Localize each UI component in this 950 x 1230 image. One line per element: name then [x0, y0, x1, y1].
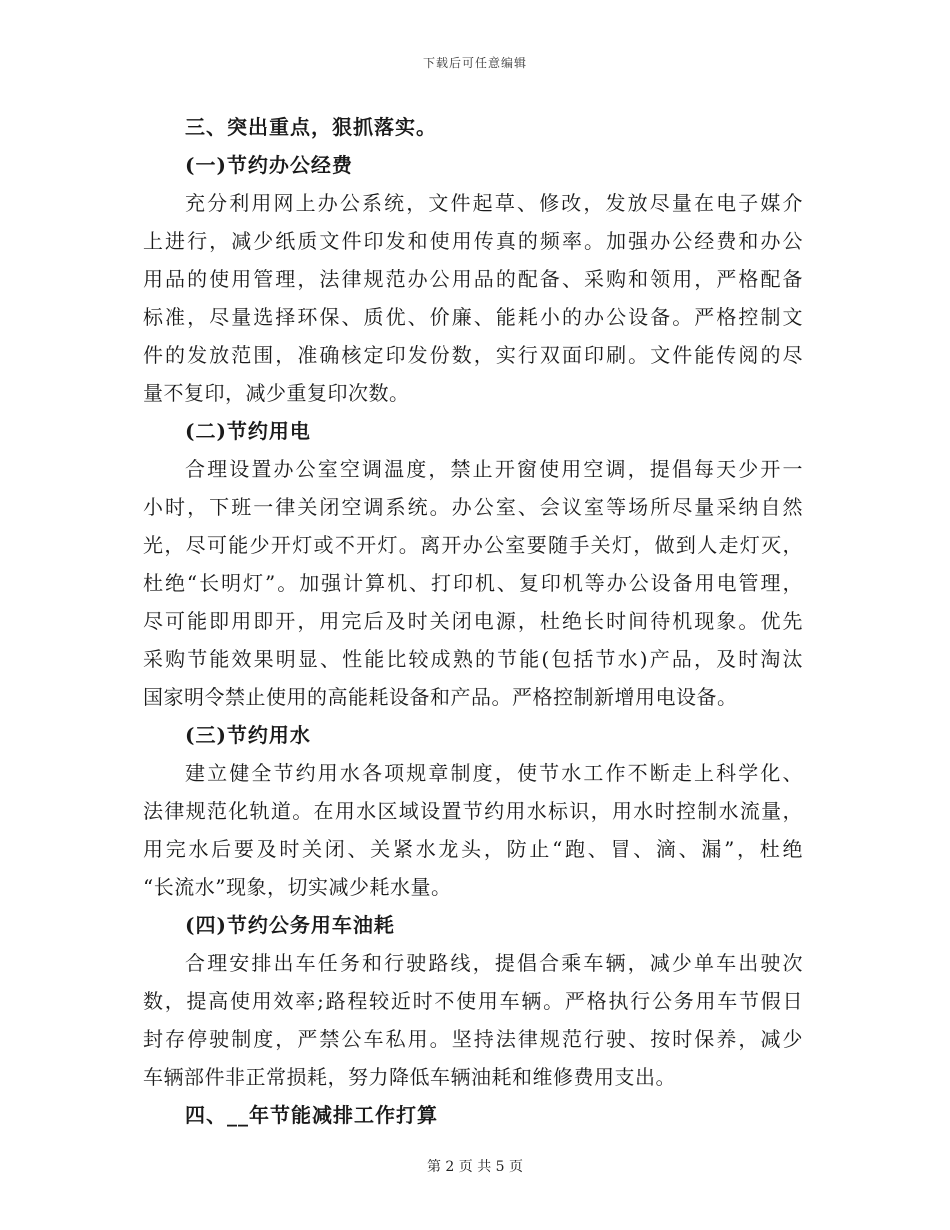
paragraph-line: 车辆部件非正常损耗，努力降低车辆油耗和维修费用支出。: [143, 1065, 676, 1089]
document-body: [143, 108, 803, 1134]
paragraph-line: 建立健全节约用水各项规章制度，使节水工作不断走上科学化、: [185, 761, 803, 785]
paragraph-electricity: [143, 450, 803, 716]
paragraph-line: 光，尽可能少开灯或不开灯。离开办公室要随手关灯，做到人走灯灭，: [143, 533, 803, 557]
paragraph-line: 充分利用网上办公系统，文件起草、修改，发放尽量在电子媒介: [185, 191, 803, 215]
paragraph-line: 法律规范化轨道。在用水区域设置节约用水标识，用水时控制水流量，: [143, 799, 803, 823]
paragraph-line: 国家明令禁止使用的高能耗设备和产品。严格控制新增用电设备。: [143, 685, 738, 709]
section-heading-3: 三、突出重点，狠抓落实。: [185, 115, 437, 139]
paragraph-line: 用完水后要及时关闭、关紧水龙头，防止“跑、冒、滴、漏”，杜绝: [143, 837, 803, 861]
paragraph-line: 杜绝“长明灯”。加强计算机、打印机、复印机等办公设备用电管理，: [143, 571, 803, 595]
paragraph-line: 合理安排出车任务和行驶路线，提倡合乘车辆，减少单车出驶次: [185, 951, 803, 975]
paragraph-line: “长流水”现象，切实减少耗水量。: [143, 875, 452, 899]
paragraph-line: 小时，下班一律关闭空调系统。办公室、会议室等场所尽量采纳自然: [143, 495, 803, 519]
paragraph-line: 量不复印，减少重复印次数。: [143, 381, 410, 405]
page-header: 下载后可任意编辑: [422, 56, 527, 70]
paragraph-line: 用品的使用管理，法律规范办公用品的配备、采购和领用，严格配备: [143, 267, 803, 291]
paragraph-line: 采购节能效果明显、性能比较成熟的节能(包括节水)产品，及时淘汰: [143, 647, 803, 671]
page-number: 第 2 页 共 5 页: [426, 1159, 524, 1175]
paragraph-line: 封存停驶制度，严禁公车私用。坚持法律规范行驶、按时保养，减少: [143, 1027, 803, 1051]
paragraph-line: 合理设置办公室空调温度，禁止开窗使用空调，提倡每天少开一: [185, 457, 803, 481]
paragraph-line: 上进行，减少纸质文件印发和使用传真的频率。加强办公经费和办公: [143, 229, 803, 253]
subheading-water: (三)节约用水: [185, 723, 311, 747]
paragraph-line: 件的发放范围，准确核定印发份数，实行双面印刷。文件能传阅的尽: [143, 343, 803, 367]
paragraph-line: 标准，尽量选择环保、质优、价廉、能耗小的办公设备。严格控制文: [143, 305, 803, 329]
section-heading-4: 四、__年节能减排工作打算: [185, 1103, 438, 1127]
paragraph-line: 数，提高使用效率;路程较近时不使用车辆。严格执行公务用车节假日: [143, 989, 803, 1013]
subheading-vehicle-fuel: (四)节约公务用车油耗: [185, 913, 395, 937]
subheading-electricity: (二)节约用电: [185, 419, 311, 443]
paragraph-vehicle-fuel: [143, 944, 803, 1096]
paragraph-office-expenses: [143, 184, 803, 412]
subheading-office-expenses: (一)节约办公经费: [185, 153, 353, 177]
paragraph-water: [143, 754, 803, 906]
paragraph-line: 尽可能即用即开，用完后及时关闭电源，杜绝长时间待机现象。优先: [143, 609, 803, 633]
